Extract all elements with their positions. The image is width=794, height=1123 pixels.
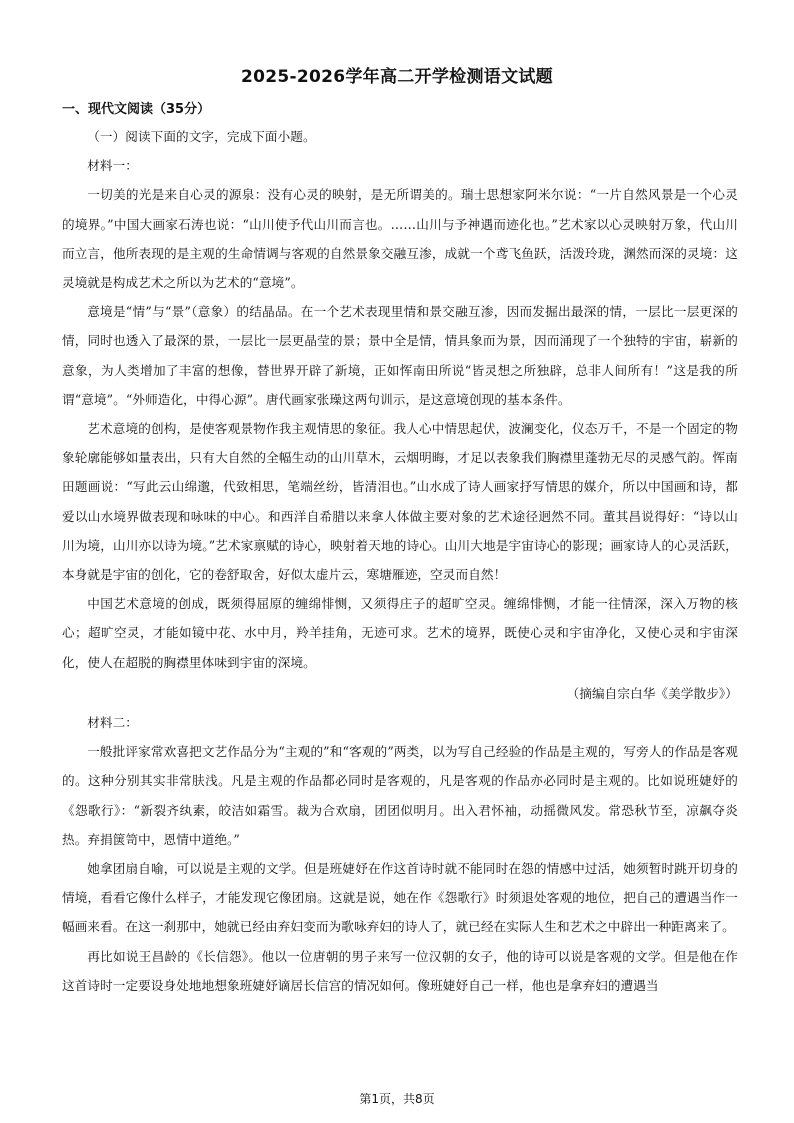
reading-passage [62, 122, 738, 1000]
instruction: （一）阅读下面的文字，完成下面小题。 [87, 129, 316, 144]
material-two-paragraph-3: 再比如说王昌龄的《长信怨》。他以一位唐朝的男子来写一位汉朝的女子，他的诗可以说是客观的文学。但是他在作这首诗时一定要设身处地地想象班婕妤谪居长信宫的情况如何。像班婕妤自己一样，他也是拿弃妇的遭遇当 [62, 948, 738, 993]
material-one-source: （摘编自宗白华《美学散步》） [566, 685, 738, 701]
material-two-label: 材料二： [87, 715, 138, 731]
material-one-paragraph-1: 一切美的光是来自心灵的源泉：没有心灵的映射，是无所谓美的。瑞士思想家阿米尔说：“一片自然风景是一个心灵的境界。”中国大画家石涛也说：“山川使予代山川而言也。……山川与予神遇而迹化也。”艺术家以心灵映射万象，代山川而立言，他所表现的是主观的生命情调与客观的自然景象交融互渗，成就一个鸢飞鱼跃，活泼玲珑，渊然而深的灵境：这灵境就是构成艺术之所以为艺术的“意境”。 [62, 187, 738, 291]
material-two-paragraph-2: 她拿团扇自喻，可以说是主观的文学。但是班婕妤在作这首诗时就不能同时在怨的情感中过活，她须暂时跳开切身的情境，看看它像什么样子，才能发现它像团扇。这就是说，她在作《怨歌行》时须退处客观的地位，把自己的遭遇当作一幅画来看。在这一刹那中，她就已经由弃妇变而为歌咏弃妇的诗人了，就已经在实际人生和艺术之中辟出一种距离来了。 [62, 861, 738, 935]
section-heading: 一、现代文阅读（35分） [62, 102, 211, 117]
material-one-paragraph-2: 意境是“情”与“景”（意象）的结晶品。在一个艺术表现里情和景交融互渗，因而发掘出最深的情，一层比一层更深的情，同时也透入了最深的景，一层比一层更晶莹的景；景中全是情，情具象而为景，因而涌现了一个独特的宇宙，崭新的意象，为人类增加了丰富的想像，替世界开辟了新境，正如恽南田所说“皆灵想之所独辟，总非人间所有！”这是我的所谓“意境”。“外师造化，中得心源”。唐代画家张璪这两句训示，是这意境创现的基本条件。 [62, 304, 738, 407]
material-one-paragraph-3: 艺术意境的创构，是使客观景物作我主观情思的象征。我人心中情思起伏，波澜变化，仪态万千，不是一个固定的物象轮廓能够如量表出，只有大自然的全幅生动的山川草木，云烟明晦，才足以表象我们胸襟里蓬勃无尽的灵感气韵。恽南田题画说：“写此云山绵邈，代致相思，笔端丝纷，皆清泪也。”山水成了诗人画家抒写情思的媒介，所以中国画和诗，都爱以山水境界做表现和咏味的中心。和西洋自希腊以来拿人体做主要对象的艺术途径迥然不同。董其昌说得好：“诗以山川为境，山川亦以诗为境。”艺术家禀赋的诗心，映射着天地的诗心。山川大地是宇宙诗心的影现；画家诗人的心灵活跃，本身就是宇宙的创化，它的卷舒取舍，好似太虚片云，寒塘雁迹，空灵而自然！ [62, 421, 738, 583]
material-two-paragraph-1: 一般批评家常欢喜把文艺作品分为“主观的”和“客观的”两类，以为写自己经验的作品是主观的，写旁人的作品是客观的。这种分别其实非常肤浅。凡是主观的作品都必同时是客观的，凡是客观的作品亦必同时是主观的。比如说班婕妤的《怨歌行》：“新裂齐纨素，皎洁如霜雪。裁为合欢扇，团团似明月。出入君怀袖，动摇微风发。常恐秋节至，凉飙夺炎热。弃捐箧笥中，恩情中道绝。” [62, 744, 738, 847]
material-one-label: 材料一： [87, 158, 138, 174]
material-one-paragraph-4: 中国艺术意境的创成，既须得屈原的缠绵悱恻，又须得庄子的超旷空灵。缠绵悱恻，才能一往情深，深入万物的核心；超旷空灵，才能如镜中花、水中月，羚羊挂角，无迹可求。艺术的境界，既使心灵和宇宙净化，又使心灵和宇宙深化，使人在超脱的胸襟里体味到宇宙的深境。 [62, 596, 738, 670]
exam-title: 2025-2026学年高二开学检测语文试题 [241, 67, 553, 87]
page-number: 第1页，共8页 [359, 1092, 435, 1106]
